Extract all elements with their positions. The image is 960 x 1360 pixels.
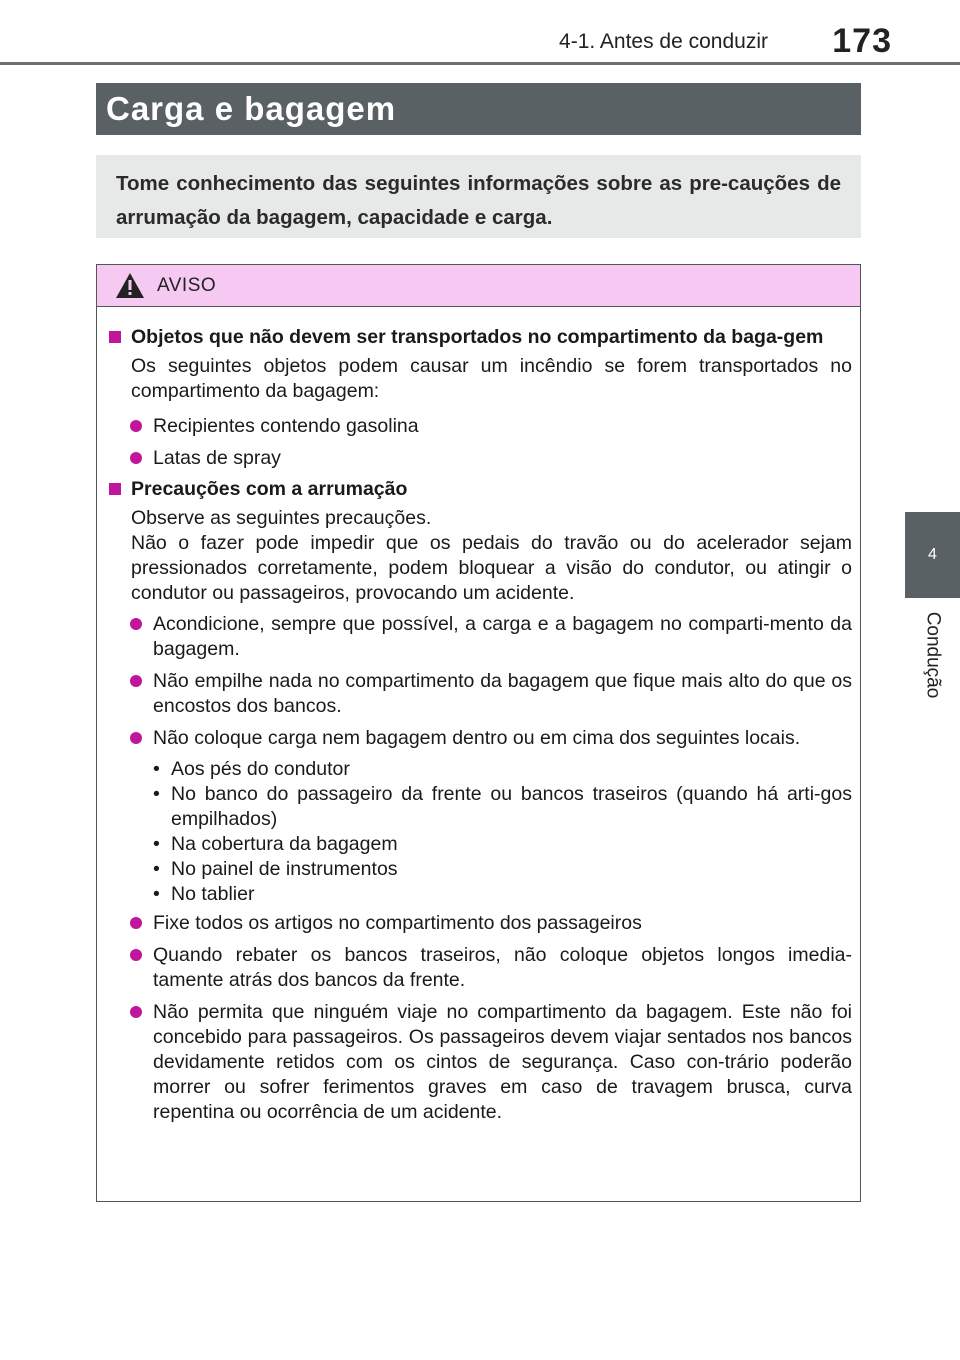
section-header: 4-1. Antes de conduzir	[559, 30, 768, 53]
list-item: Recipientes contendo gasolina	[107, 414, 852, 439]
heading-text: Precauções com a arrumação	[131, 478, 408, 500]
warning-body	[97, 307, 860, 1125]
chapter-number: 4	[928, 546, 937, 563]
sub-list-item: • No tablier	[153, 883, 255, 905]
list-item: Quando rebater os bancos traseiros, não coloque objetos longos imedia-tamente atrás dos bancos da frente.	[107, 943, 852, 993]
round-bullet-icon	[130, 732, 142, 744]
list-item: Fixe todos os artigos no compartimento dos passageiros	[107, 911, 852, 936]
list-item: Acondicione, sempre que possível, a carga e a bagagem no comparti-mento da bagagem.	[107, 612, 852, 662]
round-bullet-icon	[130, 420, 142, 432]
round-bullet-icon	[130, 618, 142, 630]
list-item: Não empilhe nada no compartimento da bagagem que fique mais alto do que os encostos dos bancos.	[107, 669, 852, 719]
round-bullet-icon	[130, 917, 142, 929]
chapter-tab	[905, 512, 960, 598]
round-bullet-icon	[130, 949, 142, 961]
sub-bullet-icon: •	[153, 833, 160, 855]
warning-label: AVISO	[157, 274, 217, 296]
sub-list-item: • No banco do passageiro da frente ou bancos traseiros (quando há arti-gos empilhados)	[153, 783, 852, 830]
header-divider	[0, 62, 960, 65]
round-bullet-icon	[130, 452, 142, 464]
sub-bullet-icon: •	[153, 858, 160, 880]
sub-bullet-icon: •	[153, 758, 160, 780]
heading-text: Objetos que não devem ser transportados no compartimento da baga-gem	[131, 326, 824, 348]
sub-bullet-icon: •	[153, 783, 160, 805]
page-number: 173	[832, 22, 892, 60]
list-item: Não coloque carga nem bagagem dentro ou em cima dos seguintes locais.	[107, 726, 852, 751]
paragraph: Os seguintes objetos podem causar um incêndio se forem transportados no compartimento da bagagem:	[131, 355, 852, 402]
sub-list-item: • Na cobertura da bagagem	[153, 833, 398, 855]
paragraph: Observe as seguintes precauções. Não o fazer pode impedir que os pedais do travão ou do acelerador sejam pressionados corretamente, podem bloquear a visão do condutor, ou atingir o condutor ou passageiros, provocando um acidente.	[131, 507, 852, 604]
list-item: Não permita que ninguém viaje no compartimento da bagagem. Este não foi concebido para passageiros. Os passageiros devem viajar sentados nos bancos devidamente retidos com os cintos de segurança. Caso con-trário poderão morrer ou sofrer ferimentos graves em caso de travagem brusca, curva repentina ou ocorrência de um acidente.	[107, 1000, 852, 1125]
round-bullet-icon	[130, 1006, 142, 1018]
warning-box	[96, 264, 861, 1202]
round-bullet-icon	[130, 675, 142, 687]
sub-list-item: • Aos pés do condutor	[153, 758, 350, 780]
sub-bullet-icon: •	[153, 883, 160, 905]
warning-triangle-icon	[115, 272, 145, 299]
section-heading	[107, 325, 852, 350]
list-item: Latas de spray	[107, 446, 852, 471]
sub-list-item: • No painel de instrumentos	[153, 858, 398, 880]
intro-text: Tome conhecimento das seguintes informações sobre as pre-cauções de arrumação da bagagem, capacidade e carga.	[96, 155, 861, 238]
square-bullet-icon	[109, 483, 121, 495]
page-title: Carga e bagagem	[96, 83, 861, 135]
chapter-label: Condução	[922, 611, 944, 699]
section-heading	[107, 477, 852, 502]
square-bullet-icon	[109, 331, 121, 343]
chapter-label-container	[905, 600, 960, 710]
warning-header	[97, 265, 860, 307]
